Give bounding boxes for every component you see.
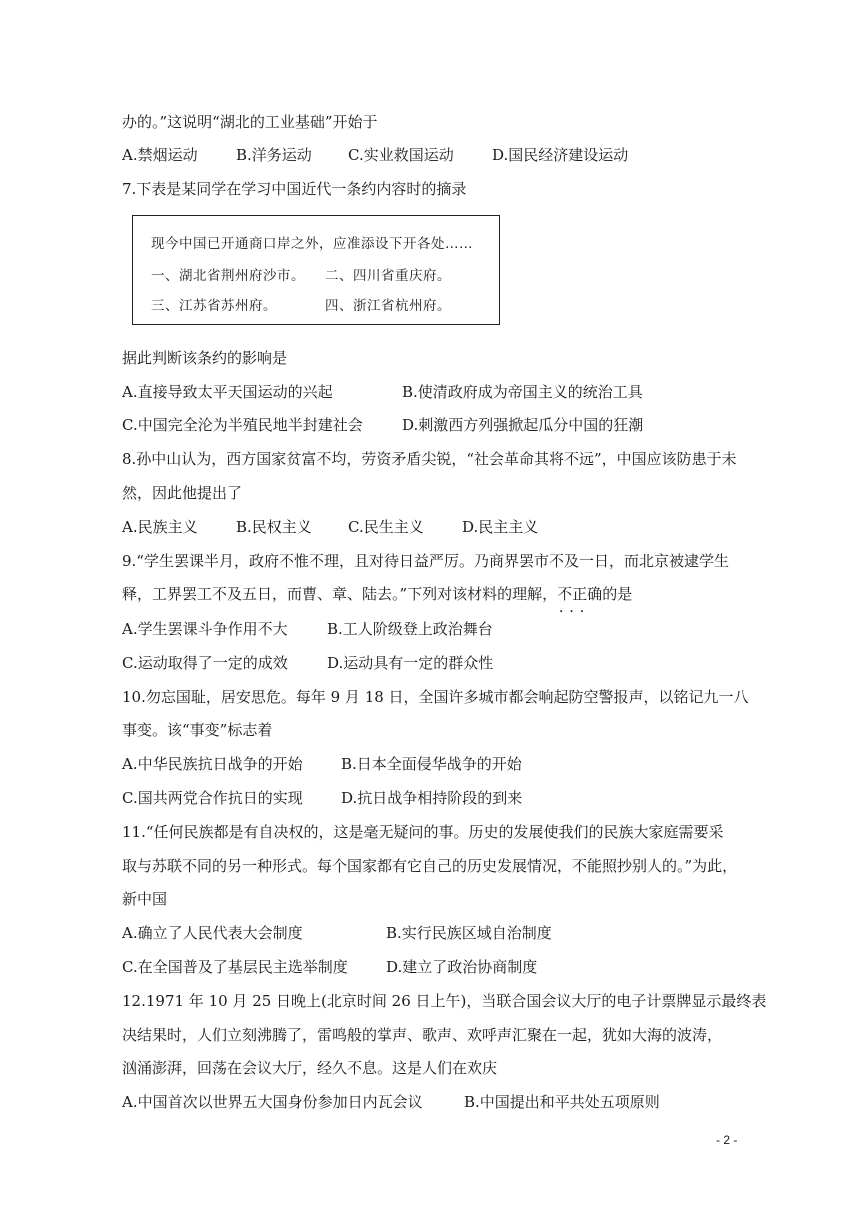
q7-option-d[interactable]: D.刺激西方列强掀起瓜分中国的狂潮 — [402, 416, 644, 434]
q10-option-b[interactable]: B.日本全面侵华战争的开始 — [341, 755, 522, 773]
q7-option-b[interactable]: B.使清政府成为帝国主义的统治工具 — [402, 383, 643, 401]
q10-stem-line-1: 10.勿忘国耻，居安思危。每年 9 月 18 日，全国许多城市都会响起防空警报声，以铭记九一八 — [122, 688, 749, 706]
treaty-item-3: 三、江苏省苏州府。 — [151, 298, 277, 314]
q11-option-a[interactable]: A.确立了人民代表大会制度 — [122, 924, 303, 942]
q7-stem: 7.下表是某同学在学习中国近代一条约内容时的摘录 — [122, 180, 467, 198]
q11-option-b[interactable]: B.实行民族区域自治制度 — [386, 924, 552, 942]
q7-option-c[interactable]: C.中国完全沦为半殖民地半封建社会 — [122, 416, 363, 434]
q9-line2-post: 的是 — [602, 585, 633, 603]
page-number: - 2 - — [716, 1133, 738, 1147]
q8-option-c[interactable]: C.民生主义 — [348, 518, 424, 536]
q11-stem-line-1: 11.“任何民族都是有自决权的，这是毫无疑问的事。历史的发展使我们的民族大家庭需要采 — [122, 823, 724, 841]
q8-stem-line-2: 然，因此他提出了 — [122, 484, 243, 502]
q12-option-a[interactable]: A.中国首次以世界五大国身份参加日内瓦会议 — [122, 1093, 423, 1111]
q6-option-c[interactable]: C.实业救国运动 — [348, 146, 454, 164]
q11-stem-line-2: 取与苏联不同的另一种形式。每个国家都有它自己的历史发展情况，不能照抄别人的。”为此， — [122, 857, 738, 875]
q6-stem-tail: 办的。”这说明“湖北的工业基础”开始于 — [122, 113, 378, 131]
q12-stem-line-1: 12.1971 年 10 月 25 日晚上(北京时间 26 日上午)，当联合国会议大厅的电子计票牌显示最终表 — [122, 992, 767, 1010]
q9-option-d[interactable]: D.运动具有一定的群众性 — [327, 654, 494, 672]
q10-option-c[interactable]: C.国共两党合作抗日的实现 — [122, 789, 303, 807]
q9-option-c[interactable]: C.运动取得了一定的成效 — [122, 654, 288, 672]
q6-option-d[interactable]: D.国民经济建设运动 — [492, 146, 629, 164]
treaty-item-2: 二、四川省重庆府。 — [325, 268, 451, 284]
q6-option-b[interactable]: B.洋务运动 — [236, 146, 312, 164]
treaty-item-1: 一、湖北省荆州府沙市。 — [151, 268, 305, 284]
q10-stem-line-2: 事变。该“事变”标志着 — [122, 721, 273, 739]
q10-option-d[interactable]: D.抗日战争相持阶段的到来 — [341, 789, 523, 807]
q7-treaty-excerpt-box — [132, 215, 500, 325]
treaty-item-4: 四、浙江省杭州府。 — [325, 298, 451, 314]
q7-stem-2: 据此判断该条约的影响是 — [122, 349, 288, 367]
q12-option-b[interactable]: B.中国提出和平共处五项原则 — [464, 1093, 660, 1111]
q12-stem-line-2: 决结果时，人们立刻沸腾了，雷鸣般的掌声、歌声、欢呼声汇聚在一起，犹如大海的波涛， — [122, 1026, 723, 1044]
q12-stem-line-3: 汹涌澎湃，回荡在会议大厅，经久不息。这是人们在欢庆 — [122, 1059, 498, 1077]
q9-option-a[interactable]: A.学生罢课斗争作用不大 — [122, 620, 288, 638]
treaty-intro: 现今中国已开通商口岸之外，应准添设下开各处…… — [151, 236, 473, 252]
q8-option-a[interactable]: A.民族主义 — [122, 518, 198, 536]
q8-option-d[interactable]: D.民主主义 — [462, 518, 539, 536]
q11-option-c[interactable]: C.在全国普及了基层民主选举制度 — [122, 958, 348, 976]
q9-line2-pre: 释，工界罢工不及五日，而曹、章、陆去。”下列对该材料的理解， — [122, 585, 558, 603]
q8-option-b[interactable]: B.民权主义 — [236, 518, 312, 536]
q6-option-a[interactable]: A.禁烟运动 — [122, 146, 198, 164]
q9-option-b[interactable]: B.工人阶级登上政治舞台 — [327, 620, 493, 638]
q9-stem-line-1: 9.“学生罢课半月，政府不惟不理，且对待日益严厉。乃商界罢市不及一日，而北京被逮学生 — [122, 552, 729, 570]
q11-stem-line-3: 新中国 — [122, 890, 168, 908]
q9-stem-line-2 — [122, 584, 632, 604]
q7-option-a[interactable]: A.直接导致太平天国运动的兴起 — [122, 383, 333, 401]
q9-emphasis-not-correct: 不正确 • • • — [557, 585, 602, 603]
q8-stem-line-1: 8.孙中山认为，西方国家贫富不均，劳资矛盾尖锐，“社会革命其将不远”，中国应该防患于未 — [122, 450, 737, 468]
q11-option-d[interactable]: D.建立了政治协商制度 — [386, 958, 538, 976]
q10-option-a[interactable]: A.中华民族抗日战争的开始 — [122, 755, 303, 773]
